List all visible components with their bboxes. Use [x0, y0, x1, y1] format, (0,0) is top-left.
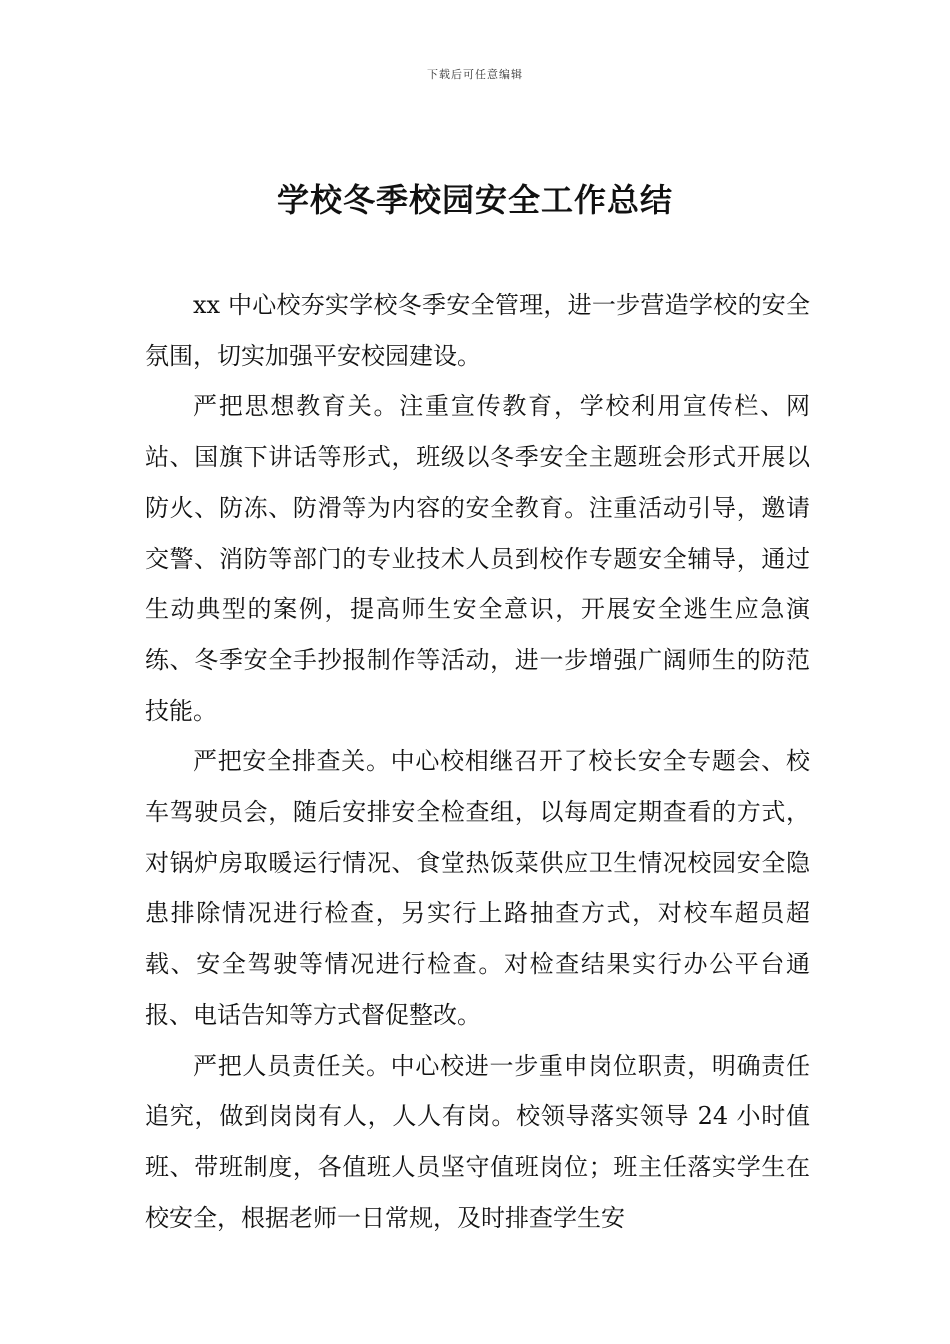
document-title: 学校冬季校园安全工作总结: [276, 181, 673, 219]
header-note: 下载后可任意编辑: [427, 68, 523, 81]
paragraph-ideological-education: 严把思想教育关。注重宣传教育，学校利用宣传栏、网站、国旗下讲话等形式，班级以冬季安全主题班会形式开展以防火、防冻、防滑等为内容的安全教育。注重活动引导，邀请交警、消防等部门的专业技术人员到校作专题安全辅导，通过生动典型的案例，提高师生安全意识，开展安全逃生应急演练、冬季安全手抄报制作等活动，进一步增强广阔师生的防范技能。: [145, 392, 810, 725]
paragraph-safety-inspection: 严把安全排查关。中心校相继召开了校长安全专题会、校车驾驶员会，随后安排安全检查组，以每周定期查看的方式，对锅炉房取暖运行情况、食堂热饭菜供应卫生情况校园安全隐患排除情况进行检查，另实行上路抽查方式，对校车超员超载、安全驾驶等情况进行检查。对检查结果实行办公平台通报、电话告知等方式督促整改。: [145, 747, 810, 1029]
paragraph-personnel-responsibility: 严把人员责任关。中心校进一步重申岗位职责，明确责任追究，做到岗岗有人，人人有岗。校领导落实领导 24 小时值班、带班制度，各值班人员坚守值班岗位；班主任落实学生在校安全，根据老师一日常规，及时排查学生安: [145, 1051, 810, 1232]
paragraph-intro: xx 中心校夯实学校冬季安全管理，进一步营造学校的安全氛围，切实加强平安校园建设。: [145, 291, 810, 370]
document-body: [145, 280, 810, 1243]
